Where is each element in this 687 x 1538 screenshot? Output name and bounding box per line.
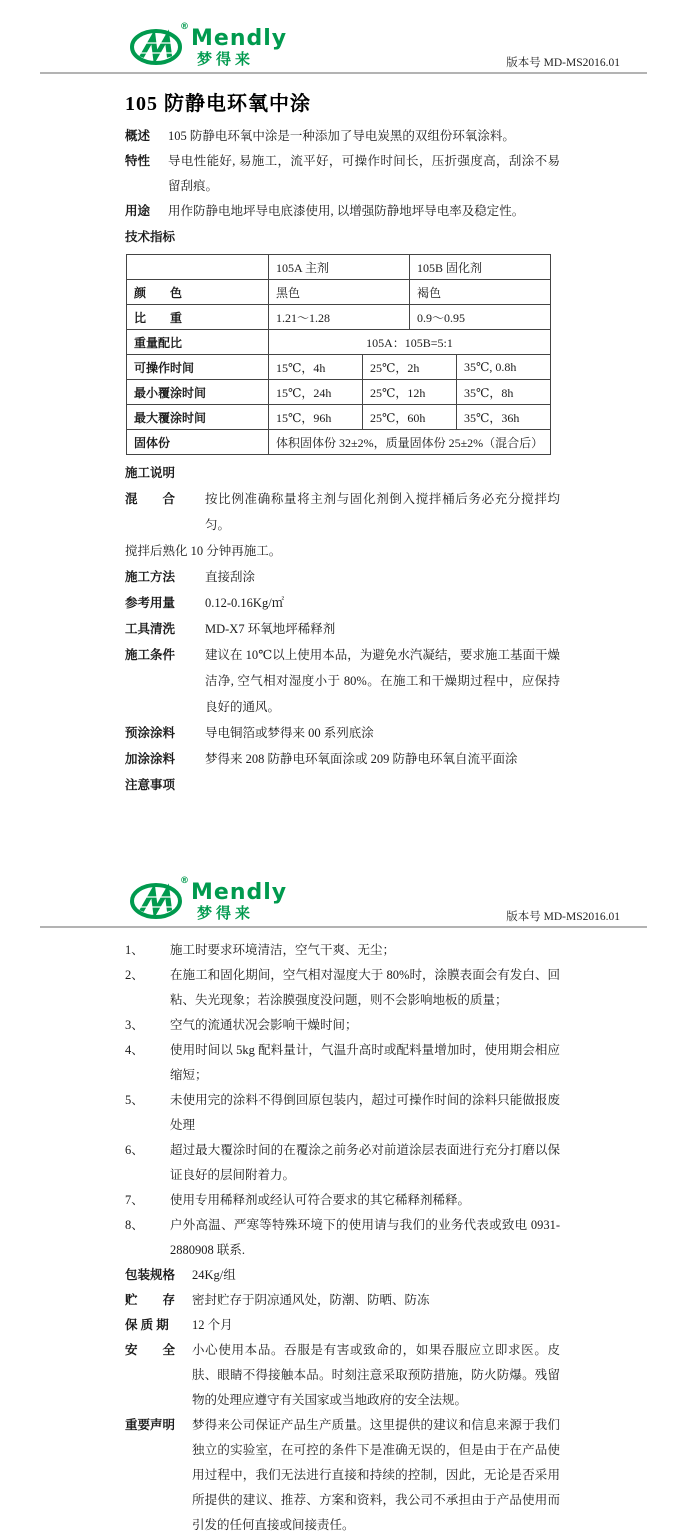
note-text: 超过最大覆涂时间的在覆涂之前务必对前道涂层表面进行充分打磨以保证良好的层间附着力。 — [170, 1143, 560, 1182]
coverage-row — [125, 590, 560, 616]
precoat-text: 导电铜箔或梦得来 00 系列底涂 — [205, 726, 374, 740]
table-cell: 颜 色 — [127, 280, 269, 305]
table-row-header — [127, 255, 551, 280]
brand-wordmark — [191, 882, 287, 921]
usage-label: 用途 — [125, 204, 151, 218]
brand-name-cn: 梦得来 — [197, 904, 255, 922]
note-text: 使用专用稀释剂或经认可符合要求的其它稀释剂稀释。 — [170, 1193, 471, 1207]
table-cell: 25℃，12h — [363, 380, 457, 405]
note-number: 7、 — [125, 1193, 144, 1207]
tool-cleaning-label: 工具清洗 — [125, 622, 176, 636]
table-cell-105a: 105A 主剂 — [269, 255, 410, 280]
table-row-min-recoat — [127, 380, 551, 405]
mendly-logo-mark-icon — [130, 876, 189, 922]
version-number: 版本号 MD-MS2016.01 — [506, 911, 620, 923]
disclaimer-text: 梦得来公司保证产品生产质量。这里提供的建议和信息来源于我们独立的实验室，在可控的条件下是准确无误的，但是由于在产品使用过程中，我们无法进行直接和持续的控制，因此，无论是否采用所提供的建议、推荐、方案和资料，我公司不承担由于产品使用而引发的任何直接或间接责任。 — [192, 1418, 560, 1532]
mixing-label: 混 合 — [125, 492, 176, 506]
storage-text: 密封贮存于阴凉通风处，防潮、防晒、防冻 — [192, 1293, 430, 1307]
note-item-4 — [125, 1038, 560, 1088]
table-cell: 比 重 — [127, 305, 269, 330]
table-cell: 15℃，4h — [269, 355, 363, 380]
version-number: 版本号 MD-MS2016.01 — [506, 57, 620, 69]
precoat-label: 预涂涂料 — [125, 726, 176, 740]
coverage-text: 0.12-0.16Kg/㎡ — [205, 596, 285, 610]
mixing-continued-text: 搅拌后熟化 10 分钟再施工。 — [125, 544, 282, 558]
page2-content — [0, 928, 687, 1538]
note-text: 未使用完的涂料不得倒回原包装内，超过可操作时间的涂料只能做报废处理 — [170, 1093, 560, 1132]
brand-wordmark — [191, 28, 287, 67]
packaging-label: 包装规格 — [125, 1268, 176, 1282]
note-item-5 — [125, 1088, 560, 1138]
notes-heading: 注意事项 — [125, 778, 176, 792]
table-cell: 25℃，60h — [363, 405, 457, 430]
method-label: 施工方法 — [125, 570, 176, 584]
note-number: 8、 — [125, 1218, 144, 1232]
usage-text: 用作防静电地坪导电底漆使用, 以增强防静地坪导电率及稳定性。 — [168, 204, 525, 218]
safety-row — [125, 1338, 560, 1413]
packaging-row — [125, 1263, 560, 1288]
overview-row — [125, 124, 560, 149]
safety-label: 安 全 — [125, 1343, 176, 1357]
registered-mark: ® — [180, 22, 189, 32]
note-number: 2、 — [125, 968, 144, 982]
storage-label: 贮 存 — [125, 1293, 176, 1307]
note-number: 4、 — [125, 1043, 144, 1057]
page2-header — [0, 854, 687, 926]
disclaimer-label: 重要声明 — [125, 1418, 176, 1432]
page1-header — [0, 0, 687, 72]
note-number: 5、 — [125, 1093, 144, 1107]
table-row-mix-ratio — [127, 330, 551, 355]
table-cell-105b: 105B 固化剂 — [410, 255, 551, 280]
method-text: 直接刮涂 — [205, 570, 256, 584]
table-row-pot-life — [127, 355, 551, 380]
precoat-row — [125, 720, 560, 746]
mendly-logo-mark-icon — [130, 22, 189, 68]
note-text: 使用时间以 5kg 配料量计，气温升高时或配料量增加时，使用期会相应缩短； — [170, 1043, 560, 1082]
features-row — [125, 149, 560, 199]
tool-cleaning-text: MD-X7 环氧地坪稀释剂 — [205, 622, 336, 636]
table-cell: 15℃，96h — [269, 405, 363, 430]
packaging-text: 24Kg/组 — [192, 1268, 236, 1282]
safety-text: 小心使用本品。吞服是有害或致命的，如果吞服应立即求医。皮肤、眼睛不得接触本品。时刻注意采取预防措施，防火防爆。残留物的处理应遵守有关国家或当地政府的安全法规。 — [192, 1343, 560, 1407]
note-item-8 — [125, 1213, 560, 1263]
notes-list — [125, 938, 560, 1263]
table-cell: 最大覆涂时间 — [127, 405, 269, 430]
table-row-max-recoat — [127, 405, 551, 430]
note-text: 空气的流通状况会影响干燥时间； — [170, 1018, 358, 1032]
note-text: 在施工和固化期间，空气相对湿度大于 80%时，涂膜表面会有发白、回粘、失光现象；若涂膜强度没问题，则不会影响地板的质量； — [170, 968, 560, 1007]
table-row-color — [127, 280, 551, 305]
registered-mark: ® — [180, 876, 189, 886]
table-row-solids — [127, 430, 551, 455]
table-cell: 重量配比 — [127, 330, 269, 355]
note-number: 3、 — [125, 1018, 144, 1032]
usage-row — [125, 199, 560, 224]
product-title: 105 防静电环氧中涂 — [125, 93, 311, 115]
table-cell: 35℃，8h — [457, 380, 551, 405]
topcoat-text: 梦得来 208 防静电环氧面涂或 209 防静电环氧自流平面涂 — [205, 752, 518, 766]
table-row-specific-gravity — [127, 305, 551, 330]
mendly-logo — [130, 22, 288, 68]
table-cell: 25℃，2h — [363, 355, 457, 380]
conditions-label: 施工条件 — [125, 648, 176, 662]
table-cell: 35℃，36h — [457, 405, 551, 430]
note-item-7 — [125, 1188, 560, 1213]
table-cell: 35℃, 0.8h — [457, 355, 551, 380]
note-number: 1、 — [125, 943, 144, 957]
brand-name-en: Mendly — [191, 26, 288, 51]
table-cell: 最小覆涂时间 — [127, 380, 269, 405]
product-info-list — [125, 1263, 560, 1538]
header-divider — [40, 72, 647, 74]
table-cell: 固体份 — [127, 430, 269, 455]
topcoat-label: 加涂涂料 — [125, 752, 176, 766]
shelf-life-row — [125, 1313, 560, 1338]
page-2 — [0, 854, 687, 1538]
table-cell: 可操作时间 — [127, 355, 269, 380]
shelf-life-text: 12 个月 — [192, 1318, 233, 1332]
note-item-2 — [125, 963, 560, 1013]
brand-name-en: Mendly — [191, 880, 288, 905]
page1-content — [0, 87, 687, 798]
note-number: 6、 — [125, 1143, 144, 1157]
table-cell: 15℃，24h — [269, 380, 363, 405]
conditions-text: 建议在 10℃以上使用本品，为避免水汽凝结，要求施工基面干燥洁净, 空气相对湿度小于 80%。在施工和干燥期过程中，应保持良好的通风。 — [205, 648, 560, 714]
mendly-logo — [130, 876, 288, 922]
storage-row — [125, 1288, 560, 1313]
table-cell: 0.9～0.95 — [410, 305, 551, 330]
table-cell: 1.21～1.28 — [269, 305, 410, 330]
features-label: 特性 — [125, 154, 151, 168]
overview-text: 105 防静电环氧中涂是一种添加了导电炭黑的双组份环氧涂料。 — [168, 129, 515, 143]
features-text: 导电性能好, 易施工，流平好，可操作时间长，压折强度高，刮涂不易留刮痕。 — [168, 154, 560, 193]
table-cell: 黑色 — [269, 280, 410, 305]
table-cell: 褐色 — [410, 280, 551, 305]
construction-section — [125, 486, 560, 798]
disclaimer-row — [125, 1413, 560, 1538]
mixing-text: 按比例准确称量将主剂与固化剂倒入搅拌桶后务必充分搅拌均匀。 — [205, 492, 560, 532]
tool-cleaning-row — [125, 616, 560, 642]
table-cell: 体积固体份 32±2%，质量固体份 25±2%（混合后） — [269, 430, 551, 455]
table-cell — [127, 255, 269, 280]
topcoat-row — [125, 746, 560, 772]
table-cell: 105A：105B=5:1 — [269, 330, 551, 355]
note-text: 施工时要求环境清洁，空气干爽、无尘； — [170, 943, 396, 957]
note-item-1 — [125, 938, 560, 963]
coverage-label: 参考用量 — [125, 596, 176, 610]
note-text: 户外高温、严寒等特殊环境下的使用请与我们的业务代表或致电 0931-2880908 联系. — [170, 1218, 560, 1257]
overview-label: 概述 — [125, 129, 151, 143]
method-row — [125, 564, 560, 590]
tech-spec-heading: 技术指标 — [125, 230, 176, 244]
conditions-row — [125, 642, 560, 720]
tech-spec-table — [126, 254, 551, 455]
mixing-row — [125, 486, 560, 538]
brand-name-cn: 梦得来 — [197, 50, 255, 68]
shelf-life-label: 保 质 期 — [125, 1318, 169, 1332]
note-item-3 — [125, 1013, 560, 1038]
note-item-6 — [125, 1138, 560, 1188]
construction-heading: 施工说明 — [125, 466, 176, 480]
